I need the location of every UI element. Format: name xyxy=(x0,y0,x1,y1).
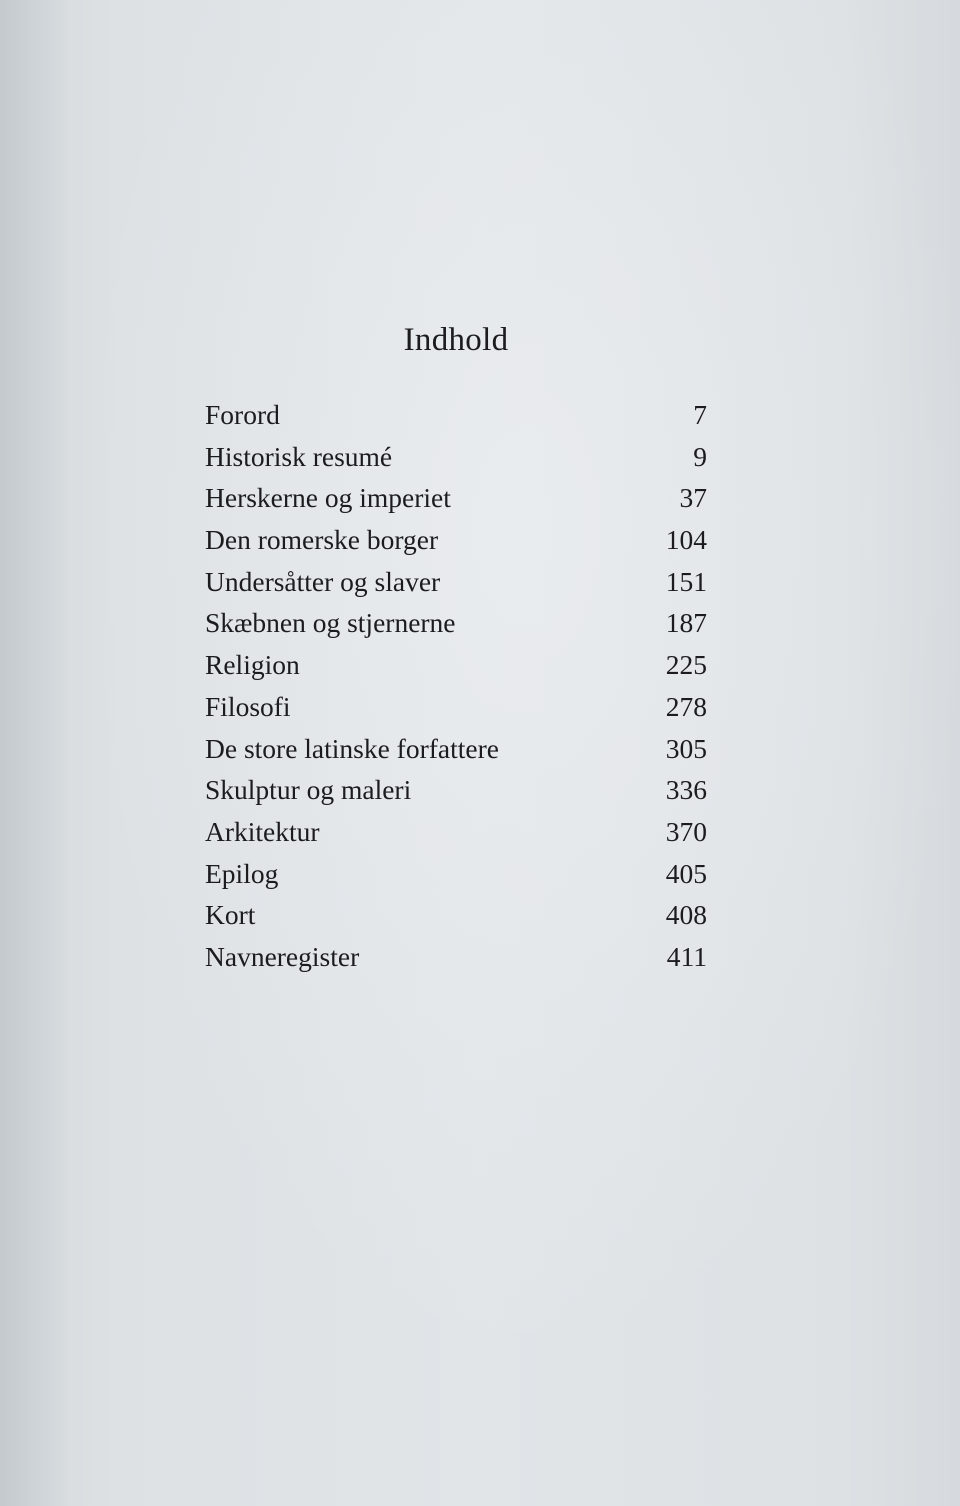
toc-entry-label: Epilog xyxy=(205,857,279,889)
table-of-contents xyxy=(205,394,707,978)
toc-entry-page: 151 xyxy=(665,565,707,597)
toc-entry xyxy=(205,728,707,770)
toc-entry-page: 7 xyxy=(693,399,707,430)
toc-entry xyxy=(205,853,707,895)
toc-entry-label: Undersåtter og slaver xyxy=(205,565,441,597)
toc-entry-label: Den romerske borger xyxy=(205,524,439,556)
toc-entry-page: 9 xyxy=(693,440,707,472)
toc-entry-label: Filosofi xyxy=(205,690,291,722)
toc-entry-page: 305 xyxy=(665,732,707,764)
toc-entry-label: Arkitektur xyxy=(205,815,320,847)
toc-entry-page: 408 xyxy=(665,899,707,931)
toc-entry-label: Skulptur og maleri xyxy=(205,774,412,806)
toc-entry-page: 336 xyxy=(665,774,707,806)
toc-entry xyxy=(205,519,707,561)
toc-entry-page: 187 xyxy=(665,607,707,639)
toc-entry-label: Forord xyxy=(205,399,280,430)
toc-entry-label: Historisk resumé xyxy=(205,440,393,472)
toc-entry-label: Herskerne og imperiet xyxy=(205,482,451,514)
toc-entry-label: Kort xyxy=(205,899,256,931)
toc-entry xyxy=(205,769,707,811)
page-title: Indhold xyxy=(403,322,509,358)
toc-entry xyxy=(205,811,707,853)
toc-entry xyxy=(205,602,707,644)
toc-entry-page: 370 xyxy=(665,815,707,847)
toc-entry xyxy=(205,936,707,978)
toc-entry-label: De store latinske forfattere xyxy=(205,732,499,764)
toc-entry xyxy=(205,894,707,936)
toc-entry xyxy=(205,686,707,728)
toc-entry xyxy=(205,394,707,436)
toc-entry xyxy=(205,644,707,686)
toc-entry-page: 104 xyxy=(665,524,707,556)
toc-entry xyxy=(205,477,707,519)
toc-entry-label: Religion xyxy=(205,649,300,681)
toc-entry-label: Navneregister xyxy=(205,940,360,972)
toc-entry xyxy=(205,436,707,478)
page-edge-shadow xyxy=(0,0,70,1506)
toc-entry-page: 278 xyxy=(665,690,707,722)
toc-entry-page: 411 xyxy=(666,940,707,972)
toc-entry xyxy=(205,561,707,603)
toc-entry-page: 37 xyxy=(679,482,707,514)
toc-entry-page: 405 xyxy=(665,857,707,889)
toc-entry-page: 225 xyxy=(665,649,707,681)
toc-entry-label: Skæbnen og stjernerne xyxy=(205,607,456,639)
